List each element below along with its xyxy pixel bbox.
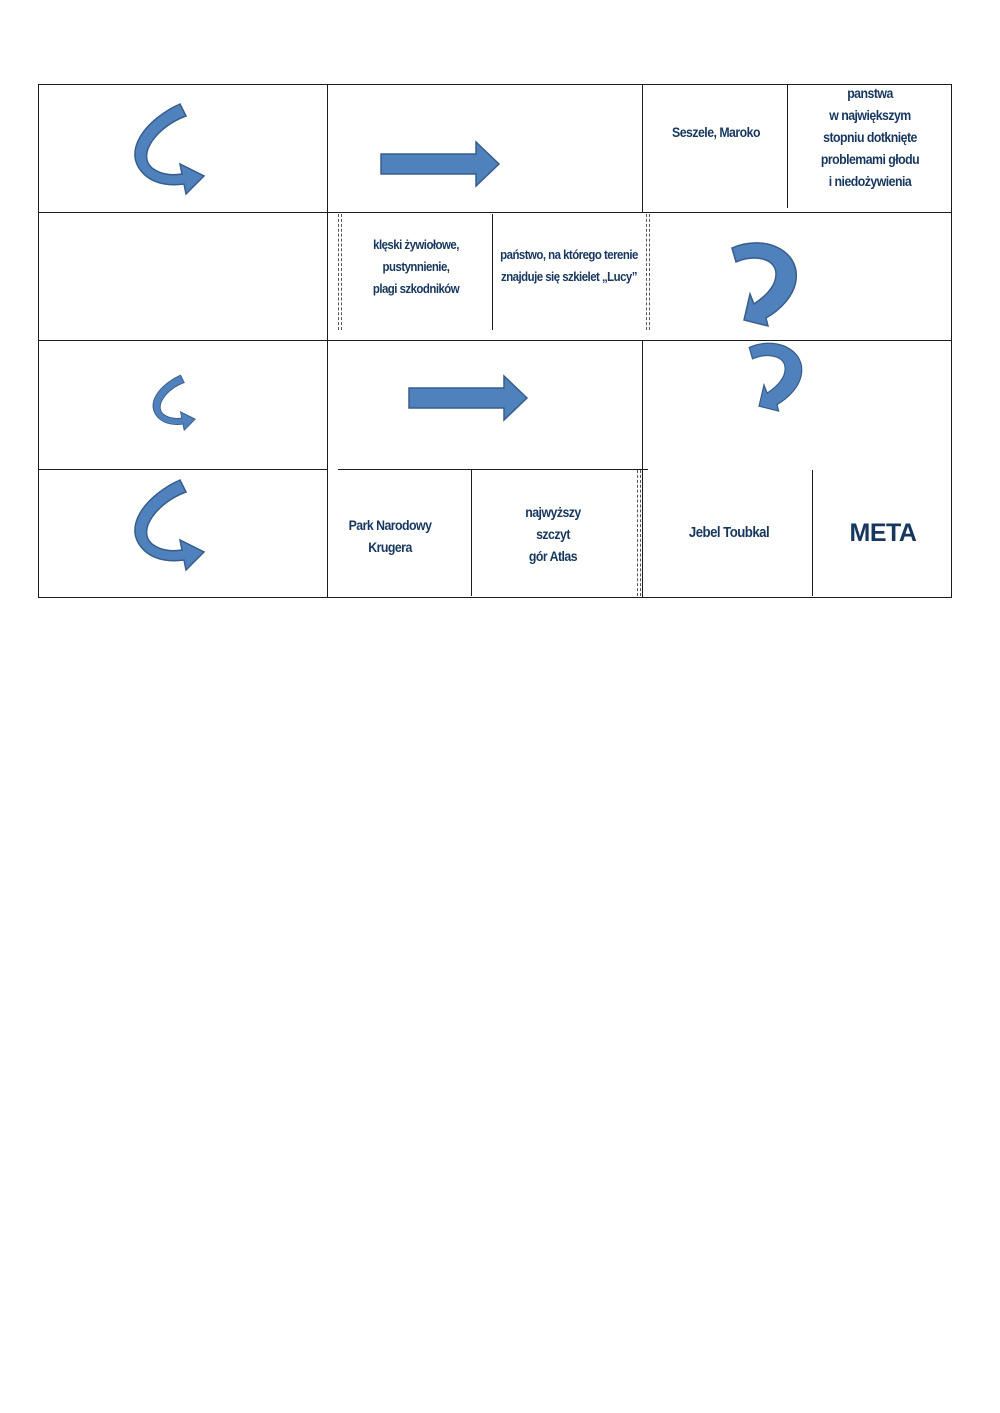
card-szkielet-lucy: państwo, na którego terenie znajduje się szkielet „Lucy” bbox=[500, 247, 638, 284]
col-divider-3 bbox=[787, 84, 788, 208]
row-divider-3 bbox=[38, 469, 328, 470]
card-seszele-maroko: Seszele, Maroko bbox=[672, 124, 760, 140]
right-arrow-icon-2 bbox=[408, 374, 528, 422]
card-park-krugera: Park Narodowy Krugera bbox=[348, 517, 432, 555]
row-divider-2 bbox=[38, 340, 951, 341]
card-kleski-zywiolowe: klęski żywiołowe, pustynnienie, plagi szkodników bbox=[372, 237, 460, 296]
col-divider-row2-mid bbox=[492, 214, 493, 330]
col-divider-row2-right bbox=[646, 214, 650, 330]
card-jebel-toubkal: Jebel Toubkal bbox=[688, 524, 770, 541]
row-divider-1 bbox=[38, 212, 951, 213]
row-divider-3b bbox=[338, 469, 648, 470]
col-divider-row4-2 bbox=[637, 470, 641, 596]
col-divider-row4-3 bbox=[812, 470, 813, 596]
curved-arrow-icon-2 bbox=[126, 478, 206, 573]
curved-arrow-down-icon-2 bbox=[746, 340, 808, 412]
right-arrow-icon bbox=[380, 140, 500, 188]
col-divider-row2-left bbox=[338, 214, 342, 330]
curved-arrow-down-icon bbox=[728, 240, 804, 326]
col-divider-row4-1 bbox=[471, 470, 472, 596]
col-divider-2b bbox=[642, 340, 643, 597]
small-curved-arrow-icon bbox=[146, 374, 198, 432]
col-divider-2 bbox=[642, 84, 643, 212]
game-board bbox=[38, 84, 952, 598]
card-panstwa-glod: panstwa w największym stopniu dotknięte problemami głodu i niedożywienia bbox=[820, 85, 920, 189]
card-szczyt-atlas: najwyższy szczyt gór Atlas bbox=[525, 504, 581, 564]
curved-arrow-icon bbox=[126, 102, 206, 197]
card-meta: META bbox=[849, 519, 917, 547]
